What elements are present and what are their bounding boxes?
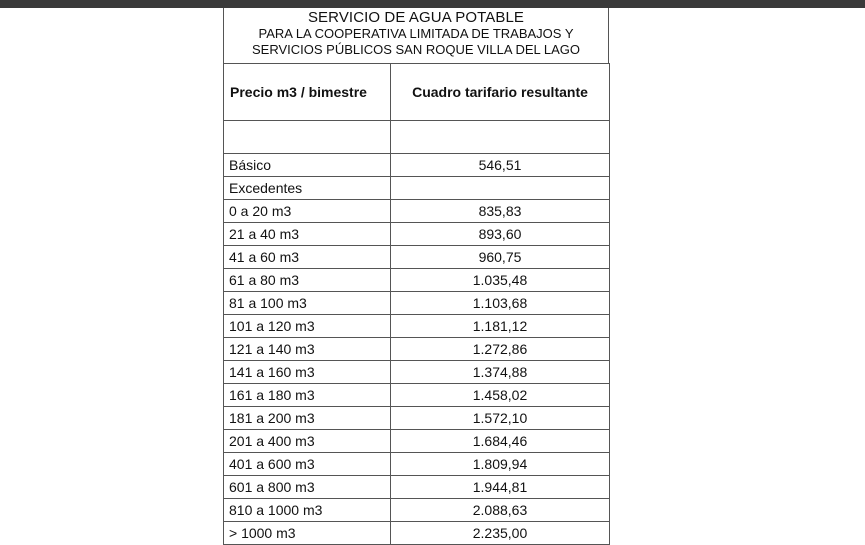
table-row	[224, 154, 610, 177]
tariff-value-cell	[391, 177, 610, 200]
tariff-sheet	[223, 8, 609, 545]
range-label-cell: 101 a 120 m3	[224, 315, 391, 338]
tariff-value-cell: 1.374,88	[391, 361, 610, 384]
tariff-table	[223, 63, 610, 545]
tariff-value-cell: 893,60	[391, 223, 610, 246]
range-label-cell: 81 a 100 m3	[224, 292, 391, 315]
table-row	[224, 361, 610, 384]
tariff-value-cell: 1.809,94	[391, 453, 610, 476]
document-subtitle-line1: PARA LA COOPERATIVA LIMITADA DE TRABAJOS Y	[258, 26, 574, 41]
range-label-cell: 401 a 600 m3	[224, 453, 391, 476]
tariff-value-cell: 1.035,48	[391, 269, 610, 292]
window-top-bar	[0, 0, 865, 8]
table-row	[224, 246, 610, 269]
table-row	[224, 177, 610, 200]
range-label-cell: Excedentes	[224, 177, 391, 200]
table-row	[224, 292, 610, 315]
table-row	[224, 269, 610, 292]
table-row	[224, 200, 610, 223]
table-row	[224, 499, 610, 522]
range-label-cell: 41 a 60 m3	[224, 246, 391, 269]
range-label-cell: Básico	[224, 154, 391, 177]
empty-cell	[391, 121, 610, 154]
tariff-value-cell: 2.235,00	[391, 522, 610, 545]
range-label-cell: > 1000 m3	[224, 522, 391, 545]
tariff-value-cell: 1.103,68	[391, 292, 610, 315]
tariff-value-cell: 1.272,86	[391, 338, 610, 361]
title-block	[223, 8, 609, 63]
table-row	[224, 476, 610, 499]
table-header-row	[224, 64, 610, 121]
tariff-value-cell: 2.088,63	[391, 499, 610, 522]
table-row	[224, 338, 610, 361]
tariff-value-cell: 1.684,46	[391, 430, 610, 453]
range-label-cell: 61 a 80 m3	[224, 269, 391, 292]
tariff-value-cell: 835,83	[391, 200, 610, 223]
range-label-cell: 601 a 800 m3	[224, 476, 391, 499]
range-label-cell: 201 a 400 m3	[224, 430, 391, 453]
document-subtitle-line2: SERVICIOS PÚBLICOS SAN ROQUE VILLA DEL LAGO	[251, 42, 580, 57]
table-row	[224, 223, 610, 246]
table-row	[224, 522, 610, 545]
range-label-cell: 21 a 40 m3	[224, 223, 391, 246]
tariff-value-cell: 1.944,81	[391, 476, 610, 499]
range-label-cell: 161 a 180 m3	[224, 384, 391, 407]
document-title: SERVICIO DE AGUA POTABLE	[307, 9, 525, 26]
tariff-value-cell: 1.458,02	[391, 384, 610, 407]
tariff-value-cell: 960,75	[391, 246, 610, 269]
table-row	[224, 315, 610, 338]
table-spacer-row	[224, 121, 610, 154]
range-label-cell: 0 a 20 m3	[224, 200, 391, 223]
range-label-cell: 141 a 160 m3	[224, 361, 391, 384]
empty-cell	[224, 121, 391, 154]
tariff-value-cell: 1.572,10	[391, 407, 610, 430]
range-label-cell: 810 a 1000 m3	[224, 499, 391, 522]
table-row	[224, 430, 610, 453]
table-body	[224, 121, 610, 545]
table-row	[224, 407, 610, 430]
table-row	[224, 453, 610, 476]
table-row	[224, 384, 610, 407]
tariff-value-cell: 1.181,12	[391, 315, 610, 338]
tariff-value-cell: 546,51	[391, 154, 610, 177]
range-label-cell: 121 a 140 m3	[224, 338, 391, 361]
range-label-cell: 181 a 200 m3	[224, 407, 391, 430]
column-header-tariff: Cuadro tarifario resultante	[391, 64, 610, 121]
column-header-price: Precio m3 / bimestre	[224, 64, 391, 121]
